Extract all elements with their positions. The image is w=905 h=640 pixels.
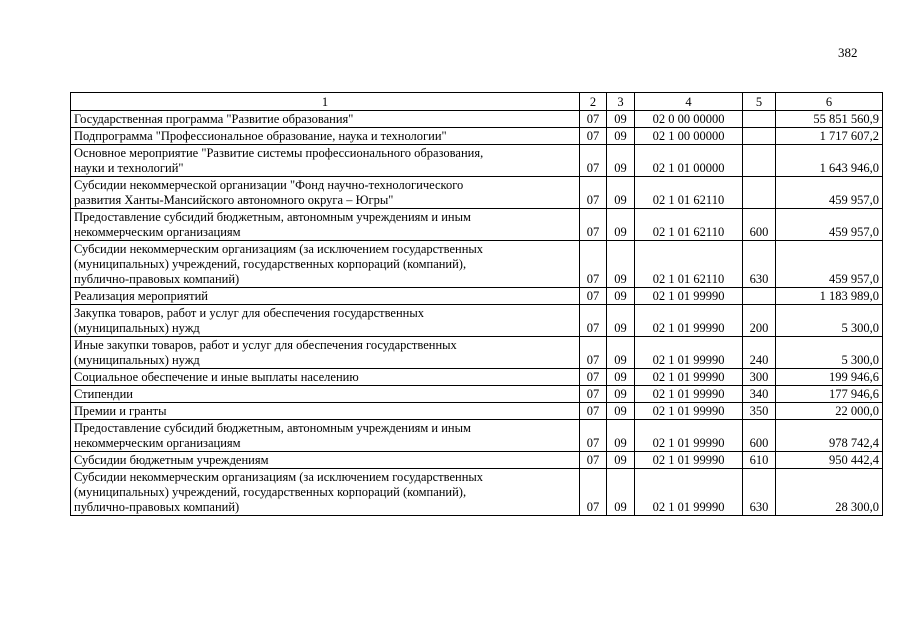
row-amount: 22 000,0: [776, 403, 883, 420]
row-name: Подпрограмма "Профессиональное образование, наука и технологии": [71, 128, 580, 145]
row-name: Субсидии бюджетным учреждениям: [71, 452, 580, 469]
row-subsection: 09: [607, 386, 635, 403]
row-expense-type: 630: [743, 469, 776, 516]
row-target-code: 02 1 01 62110: [635, 241, 743, 288]
row-subsection: 09: [607, 305, 635, 337]
row-name: Закупка товаров, работ и услуг для обеспечения государственных (муниципальных) нужд: [71, 305, 580, 337]
row-target-code: 02 1 01 99990: [635, 403, 743, 420]
row-subsection: 09: [607, 128, 635, 145]
row-section: 07: [580, 420, 607, 452]
row-subsection: 09: [607, 209, 635, 241]
row-section: 07: [580, 386, 607, 403]
row-target-code: 02 1 01 62110: [635, 209, 743, 241]
row-expense-type: 240: [743, 337, 776, 369]
row-target-code: 02 1 01 99990: [635, 452, 743, 469]
row-amount: 459 957,0: [776, 241, 883, 288]
header-col-amount: 6: [776, 93, 883, 111]
header-col-subsection: 3: [607, 93, 635, 111]
row-amount: 1 183 989,0: [776, 288, 883, 305]
row-amount: 199 946,6: [776, 369, 883, 386]
row-section: 07: [580, 241, 607, 288]
row-section: 07: [580, 305, 607, 337]
row-expense-type: 200: [743, 305, 776, 337]
row-target-code: 02 1 01 62110: [635, 177, 743, 209]
table-row: [71, 288, 883, 305]
row-subsection: 09: [607, 337, 635, 369]
row-amount: 5 300,0: [776, 337, 883, 369]
row-subsection: 09: [607, 145, 635, 177]
row-name: Субсидии некоммерческим организациям (за исключением государственных (муниципальных) учреждений, государственных корпораций (компаний), публично-правовых компаний): [71, 469, 580, 516]
row-name: Предоставление субсидий бюджетным, автономным учреждениям и иным некоммерческим организациям: [71, 420, 580, 452]
table-row: [71, 145, 883, 177]
row-target-code: 02 1 01 99990: [635, 469, 743, 516]
row-section: 07: [580, 288, 607, 305]
row-amount: 459 957,0: [776, 209, 883, 241]
row-name: Социальное обеспечение и иные выплаты населению: [71, 369, 580, 386]
row-amount: 177 946,6: [776, 386, 883, 403]
row-amount: 5 300,0: [776, 305, 883, 337]
table-row: [71, 128, 883, 145]
table-row: [71, 337, 883, 369]
table-row: [71, 111, 883, 128]
row-expense-type: [743, 128, 776, 145]
row-target-code: 02 1 00 00000: [635, 128, 743, 145]
page-number: 382: [838, 45, 858, 60]
row-amount: 950 442,4: [776, 452, 883, 469]
row-amount: 55 851 560,9: [776, 111, 883, 128]
row-amount: 459 957,0: [776, 177, 883, 209]
row-subsection: 09: [607, 177, 635, 209]
row-expense-type: 340: [743, 386, 776, 403]
row-section: 07: [580, 337, 607, 369]
row-name: Стипендии: [71, 386, 580, 403]
row-expense-type: [743, 177, 776, 209]
row-name: Основное мероприятие "Развитие системы профессионального образования, науки и технологий": [71, 145, 580, 177]
row-section: 07: [580, 111, 607, 128]
row-section: 07: [580, 369, 607, 386]
row-target-code: 02 1 01 00000: [635, 145, 743, 177]
row-expense-type: 300: [743, 369, 776, 386]
row-name: Предоставление субсидий бюджетным, автономным учреждениям и иным некоммерческим организациям: [71, 209, 580, 241]
table-row: [71, 177, 883, 209]
table-row: [71, 241, 883, 288]
row-expense-type: 350: [743, 403, 776, 420]
row-section: 07: [580, 145, 607, 177]
row-section: 07: [580, 209, 607, 241]
table-row: [71, 209, 883, 241]
row-expense-type: 600: [743, 209, 776, 241]
table-row: [71, 386, 883, 403]
row-subsection: 09: [607, 369, 635, 386]
row-amount: 1 717 607,2: [776, 128, 883, 145]
table-row: [71, 369, 883, 386]
row-target-code: 02 1 01 99990: [635, 305, 743, 337]
row-expense-type: 630: [743, 241, 776, 288]
row-section: 07: [580, 452, 607, 469]
row-subsection: 09: [607, 241, 635, 288]
row-section: 07: [580, 128, 607, 145]
row-section: 07: [580, 469, 607, 516]
row-name: Премии и гранты: [71, 403, 580, 420]
row-subsection: 09: [607, 288, 635, 305]
header-col-name: 1: [71, 93, 580, 111]
row-subsection: 09: [607, 111, 635, 128]
header-col-target-code: 4: [635, 93, 743, 111]
table-row: [71, 469, 883, 516]
row-name: Субсидии некоммерческим организациям (за исключением государственных (муниципальных) учреждений, государственных корпораций (компаний), публично-правовых компаний): [71, 241, 580, 288]
table-row: [71, 403, 883, 420]
header-col-expense-type: 5: [743, 93, 776, 111]
header-col-section: 2: [580, 93, 607, 111]
row-section: 07: [580, 403, 607, 420]
row-name: Государственная программа "Развитие образования": [71, 111, 580, 128]
row-amount: 1 643 946,0: [776, 145, 883, 177]
row-expense-type: [743, 145, 776, 177]
row-target-code: 02 1 01 99990: [635, 369, 743, 386]
row-expense-type: 610: [743, 452, 776, 469]
row-target-code: 02 0 00 00000: [635, 111, 743, 128]
row-subsection: 09: [607, 403, 635, 420]
row-subsection: 09: [607, 420, 635, 452]
row-target-code: 02 1 01 99990: [635, 288, 743, 305]
row-section: 07: [580, 177, 607, 209]
row-name: Реализация мероприятий: [71, 288, 580, 305]
row-subsection: 09: [607, 452, 635, 469]
table-header-row: [71, 93, 883, 111]
row-subsection: 09: [607, 469, 635, 516]
row-target-code: 02 1 01 99990: [635, 337, 743, 369]
row-amount: 978 742,4: [776, 420, 883, 452]
budget-table: [70, 92, 883, 516]
table-row: [71, 452, 883, 469]
table-row: [71, 305, 883, 337]
row-expense-type: [743, 111, 776, 128]
table-row: [71, 420, 883, 452]
row-target-code: 02 1 01 99990: [635, 386, 743, 403]
row-amount: 28 300,0: [776, 469, 883, 516]
row-name: Иные закупки товаров, работ и услуг для обеспечения государственных (муниципальных) нужд: [71, 337, 580, 369]
row-target-code: 02 1 01 99990: [635, 420, 743, 452]
row-expense-type: 600: [743, 420, 776, 452]
row-name: Субсидии некоммерческой организации "Фонд научно-технологического развития Ханты-Мансийского автономного округа – Югры": [71, 177, 580, 209]
row-expense-type: [743, 288, 776, 305]
